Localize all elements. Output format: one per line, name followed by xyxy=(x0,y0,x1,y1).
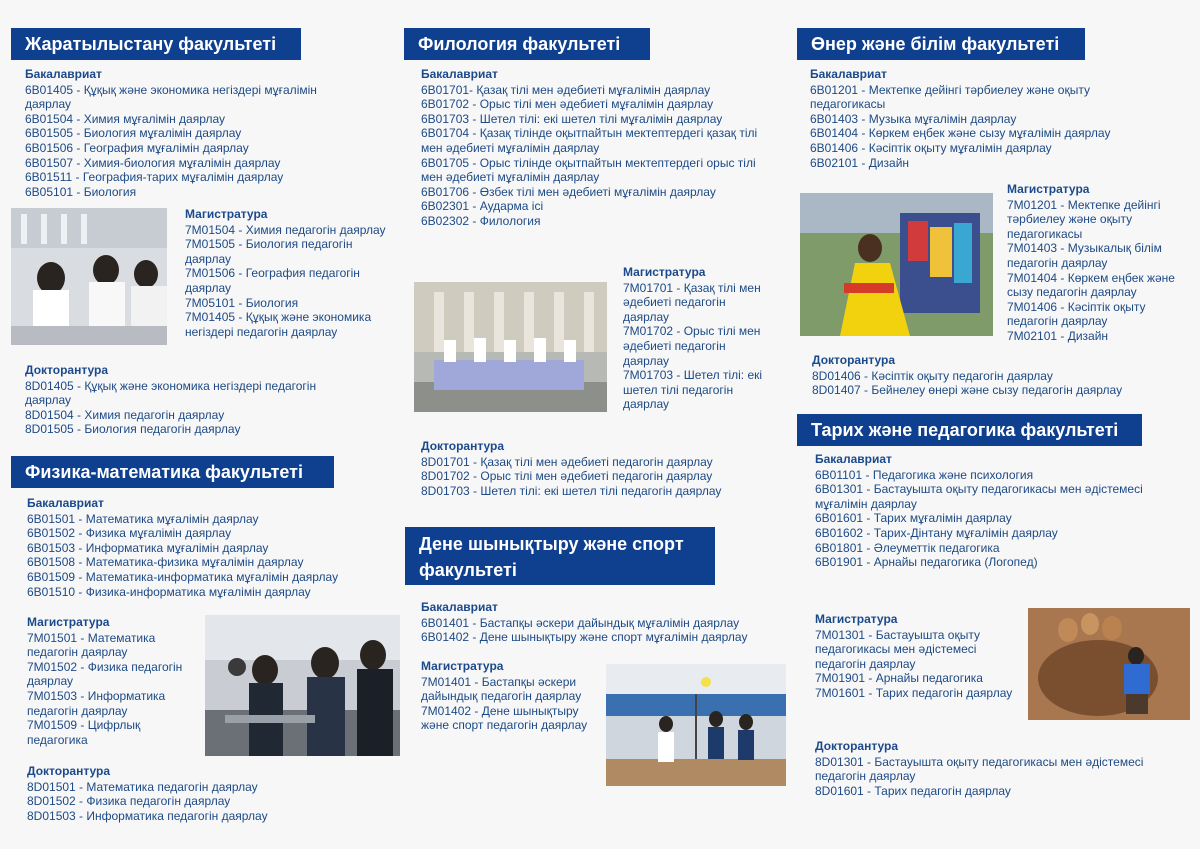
program-item: 8D01301 - Бастауышта оқыту педагогикасы мен әдістемесі педагогін даярлау xyxy=(815,754,1144,784)
faculty-title-art-education: Өнер және білім факультеті xyxy=(797,28,1085,60)
program-item: 8D01505 - Биология педагогін даярлау xyxy=(25,422,241,437)
program-item: 6B01706 - Өзбек тілі мен әдебиеті мұғалімін даярлау xyxy=(421,184,716,199)
program-item: 6B01501 - Математика мұғалімін даярлау xyxy=(27,511,259,526)
section-heading: Докторантура xyxy=(25,363,109,377)
photo-art-painting xyxy=(800,193,993,336)
program-item: 6B02101 - Дизайн xyxy=(810,155,910,170)
program-item: 7M01401 - Бастапқы әскери дайындық педагогін даярлау xyxy=(421,674,582,704)
program-item: 6B01506 - География мұғалімін даярлау xyxy=(25,140,249,155)
jar-doctoral-block xyxy=(25,363,355,437)
program-item: 6B01406 - Кәсіптік оқыту мұғалімін даярлау xyxy=(810,140,1052,155)
program-item: 7M01702 - Орыс тілі мен әдебиеті педагогін даярлау xyxy=(623,324,761,368)
section-heading: Бакалавриат xyxy=(815,452,892,466)
section-heading: Докторантура xyxy=(815,739,899,753)
program-item: 6B01405 - Құқық және экономика негіздері мұғалімін даярлау xyxy=(25,82,317,112)
program-item: 8D01502 - Физика педагогін даярлау xyxy=(27,794,231,809)
program-item: 6B01701- Қазақ тілі мен әдебиеті мұғалімін даярлау xyxy=(421,82,711,97)
section-heading: Бакалавриат xyxy=(421,67,498,81)
faculty-title-philology: Филология факультеті xyxy=(404,28,650,60)
sport-bachelor-block xyxy=(421,600,781,645)
tarih-bachelor-block xyxy=(815,452,1170,570)
program-item: 6B01801 - Әлеуметтік педагогика xyxy=(815,540,1000,555)
section-heading: Докторантура xyxy=(812,353,896,367)
program-item: 7M01901 - Арнайы педагогика xyxy=(815,671,983,686)
program-item: 6B01201 - Мектепке дейінгі тәрбиелеу және оқыту педагогикасы xyxy=(810,82,1090,112)
fm-master-block xyxy=(27,615,199,747)
program-item: 6B01502 - Физика мұғалімін даярлау xyxy=(27,526,232,541)
program-item: 6B05101 - Биология xyxy=(25,184,137,199)
program-item: 6B01503 - Информатика мұғалімін даярлау xyxy=(27,540,269,555)
section-heading: Бакалавриат xyxy=(421,600,498,614)
program-item: 7M01509 - Цифрлық педагогика xyxy=(27,718,141,747)
program-item: 6B02302 - Филология xyxy=(421,213,541,228)
program-item: 6B01602 - Тарих-Дінтану мұғалімін даярлау xyxy=(815,525,1058,540)
program-item: 7M01403 - Музыкалық білім педагогін даярлау xyxy=(1007,241,1162,270)
program-item: 8D01504 - Химия педагогін даярлау xyxy=(25,407,225,422)
photo-philology-group xyxy=(414,282,607,412)
faculty-title-physics-math: Физика-математика факультеті xyxy=(11,456,334,488)
jar-master-block xyxy=(185,207,400,339)
photo-volleyball xyxy=(606,664,786,786)
program-item: 6B01404 - Көркем еңбек және сызу мұғалімін даярлау xyxy=(810,126,1111,141)
section-heading: Докторантура xyxy=(421,439,505,453)
faculty-title-history-pedagogy: Тарих және педагогика факультеті xyxy=(797,414,1142,446)
fil-doctoral-block xyxy=(421,439,769,498)
program-item: 7M01502 - Физика педагогін даярлау xyxy=(27,659,183,689)
program-item: 8D01703 - Шетел тілі: екі шетел тілі педагогін даярлау xyxy=(421,483,722,498)
program-item: 8D01702 - Орыс тілі мен әдебиеті педагогін даярлау xyxy=(421,469,713,484)
program-item: 6B01505 - Биология мұғалімін даярлау xyxy=(25,126,242,141)
oner-doctoral-block xyxy=(812,353,1172,398)
program-item: 7M05101 - Биология xyxy=(185,295,299,310)
program-item: 7M01406 - Кәсіптік оқыту педагогін даярлау xyxy=(1007,299,1146,329)
section-heading: Бакалавриат xyxy=(27,496,104,510)
fm-bachelor-block xyxy=(27,496,377,599)
program-item: 7M01505 - Биология педагогін даярлау xyxy=(185,237,353,266)
program-item: 7M01703 - Шетел тілі: екі шетел тілі педагогін даярлау xyxy=(623,368,763,412)
fil-bachelor-block xyxy=(421,67,769,229)
program-item: 7M02101 - Дизайн xyxy=(1007,328,1109,343)
program-item: 8D01503 - Информатика педагогін даярлау xyxy=(27,808,268,823)
program-item: 6B01901 - Арнайы педагогика (Логопед) xyxy=(815,555,1038,570)
program-item: 7M01402 - Дене шынықтыру және спорт педагогін даярлау xyxy=(421,703,588,733)
program-item: 8D01407 - Бейнелеу өнері және сызу педагогін даярлау xyxy=(812,383,1123,398)
program-item: 6B01101 - Педагогика және психология xyxy=(815,467,1034,482)
tarih-doctoral-block xyxy=(815,739,1175,798)
tarih-master-block xyxy=(815,612,1020,701)
program-item: 7M01301 - Бастауышта оқыту педагогикасы мен әдістемесі педагогін даярлау xyxy=(815,627,980,671)
section-heading: Магистратура xyxy=(815,612,898,626)
program-item: 7M01503 - Информатика педагогін даярлау xyxy=(27,688,166,718)
fm-doctoral-block xyxy=(27,764,377,823)
program-item: 6B01601 - Тарих мұғалімін даярлау xyxy=(815,511,1012,526)
program-item: 6B01507 - Химия-биология мұғалімін даярлау xyxy=(25,155,281,170)
program-item: 6B01504 - Химия мұғалімін даярлау xyxy=(25,111,226,126)
fil-master-block xyxy=(623,265,773,412)
program-item: 6B01511 - География-тарих мұғалімін даярлау xyxy=(25,170,284,185)
program-item: 6B01301 - Бастауышта оқыту педагогикасы мен әдістемесі мұғалімін даярлау xyxy=(815,482,1143,511)
program-item: 8D01501 - Математика педагогін даярлау xyxy=(27,779,258,794)
oner-bachelor-block xyxy=(810,67,1150,170)
faculty-title-line: факультеті xyxy=(419,560,517,580)
jar-bachelor-block xyxy=(25,67,355,199)
section-heading: Магистратура xyxy=(421,659,504,673)
program-item: 8D01406 - Кәсіптік оқыту педагогін даярлау xyxy=(812,368,1053,383)
section-heading: Магистратура xyxy=(1007,182,1090,196)
section-heading: Магистратура xyxy=(27,615,110,629)
program-item: 8D01601 - Тарих педагогін даярлау xyxy=(815,783,1011,798)
sport-master-block xyxy=(421,659,599,733)
program-item: 7M01701 - Қазақ тілі мен әдебиеті педагогін даярлау xyxy=(623,280,761,324)
program-item: 7M01404 - Көркем еңбек және сызу педагогін даярлау xyxy=(1007,270,1175,300)
program-item: 7M01405 - Құқық және экономика негіздері педагогін даярлау xyxy=(185,310,372,339)
program-item: 6B01403 - Музыка мұғалімін даярлау xyxy=(810,111,1017,126)
section-heading: Бакалавриат xyxy=(810,67,887,81)
section-heading: Бакалавриат xyxy=(25,67,102,81)
section-heading: Докторантура xyxy=(27,764,111,778)
faculty-title-line: Дене шынықтыру және спорт xyxy=(419,534,684,554)
photo-archaeology-dig xyxy=(1028,608,1190,720)
program-item: 6B01508 - Математика-физика мұғалімін даярлау xyxy=(27,555,304,570)
program-item: 8D01701 - Қазақ тілі мен әдебиеті педагогін даярлау xyxy=(421,454,713,469)
program-item: 8D01405 - Құқық және экономика негіздері педагогін даярлау xyxy=(25,378,317,408)
program-item: 7M01506 - География педагогін даярлау xyxy=(185,266,360,295)
program-item: 6B01510 - Физика-информатика мұғалімін даярлау xyxy=(27,584,311,599)
oner-master-block xyxy=(1007,182,1187,344)
program-item: 6B01401 - Бастапқы әскери дайындық мұғалімін даярлау xyxy=(421,615,740,630)
photo-chemistry-lab xyxy=(11,208,167,345)
section-heading: Магистратура xyxy=(623,265,706,279)
program-item: 6B01705 - Орыс тілінде оқытпайтын мектептердегі орыс тілі мен әдебиеті мұғалімін даярлау xyxy=(421,155,756,185)
program-item: 6B01704 - Қазақ тілінде оқытпайтын мектептердегі қазақ тілі мен әдебиеті мұғалімін даярлау xyxy=(421,126,758,155)
faculty-title-physical-education xyxy=(405,527,715,585)
program-item: 7M01601 - Тарих педагогін даярлау xyxy=(815,685,1013,700)
program-item: 6B01509 - Математика-информатика мұғалімін даярлау xyxy=(27,569,339,584)
photo-physics-lab xyxy=(205,615,400,756)
faculty-title-natural-sciences: Жаратылыстану факультеті xyxy=(11,28,301,60)
program-item: 7M01504 - Химия педагогін даярлау xyxy=(185,222,386,237)
program-item: 7M01201 - Мектепке дейінгі тәрбиелеу және оқыту педагогикасы xyxy=(1007,197,1161,241)
program-item: 7M01501 - Математика педагогін даярлау xyxy=(27,630,156,660)
program-item: 6B01702 - Орыс тілі мен әдебиеті мұғалімін даярлау xyxy=(421,97,714,112)
program-item: 6B01703 - Шетел тілі: екі шетел тілі мұғалімін даярлау xyxy=(421,111,723,126)
program-item: 6B01402 - Дене шынықтыру және спорт мұғалімін даярлау xyxy=(421,630,748,645)
section-heading: Магистратура xyxy=(185,207,268,221)
program-item: 6B02301 - Аударма ісі xyxy=(421,199,544,214)
